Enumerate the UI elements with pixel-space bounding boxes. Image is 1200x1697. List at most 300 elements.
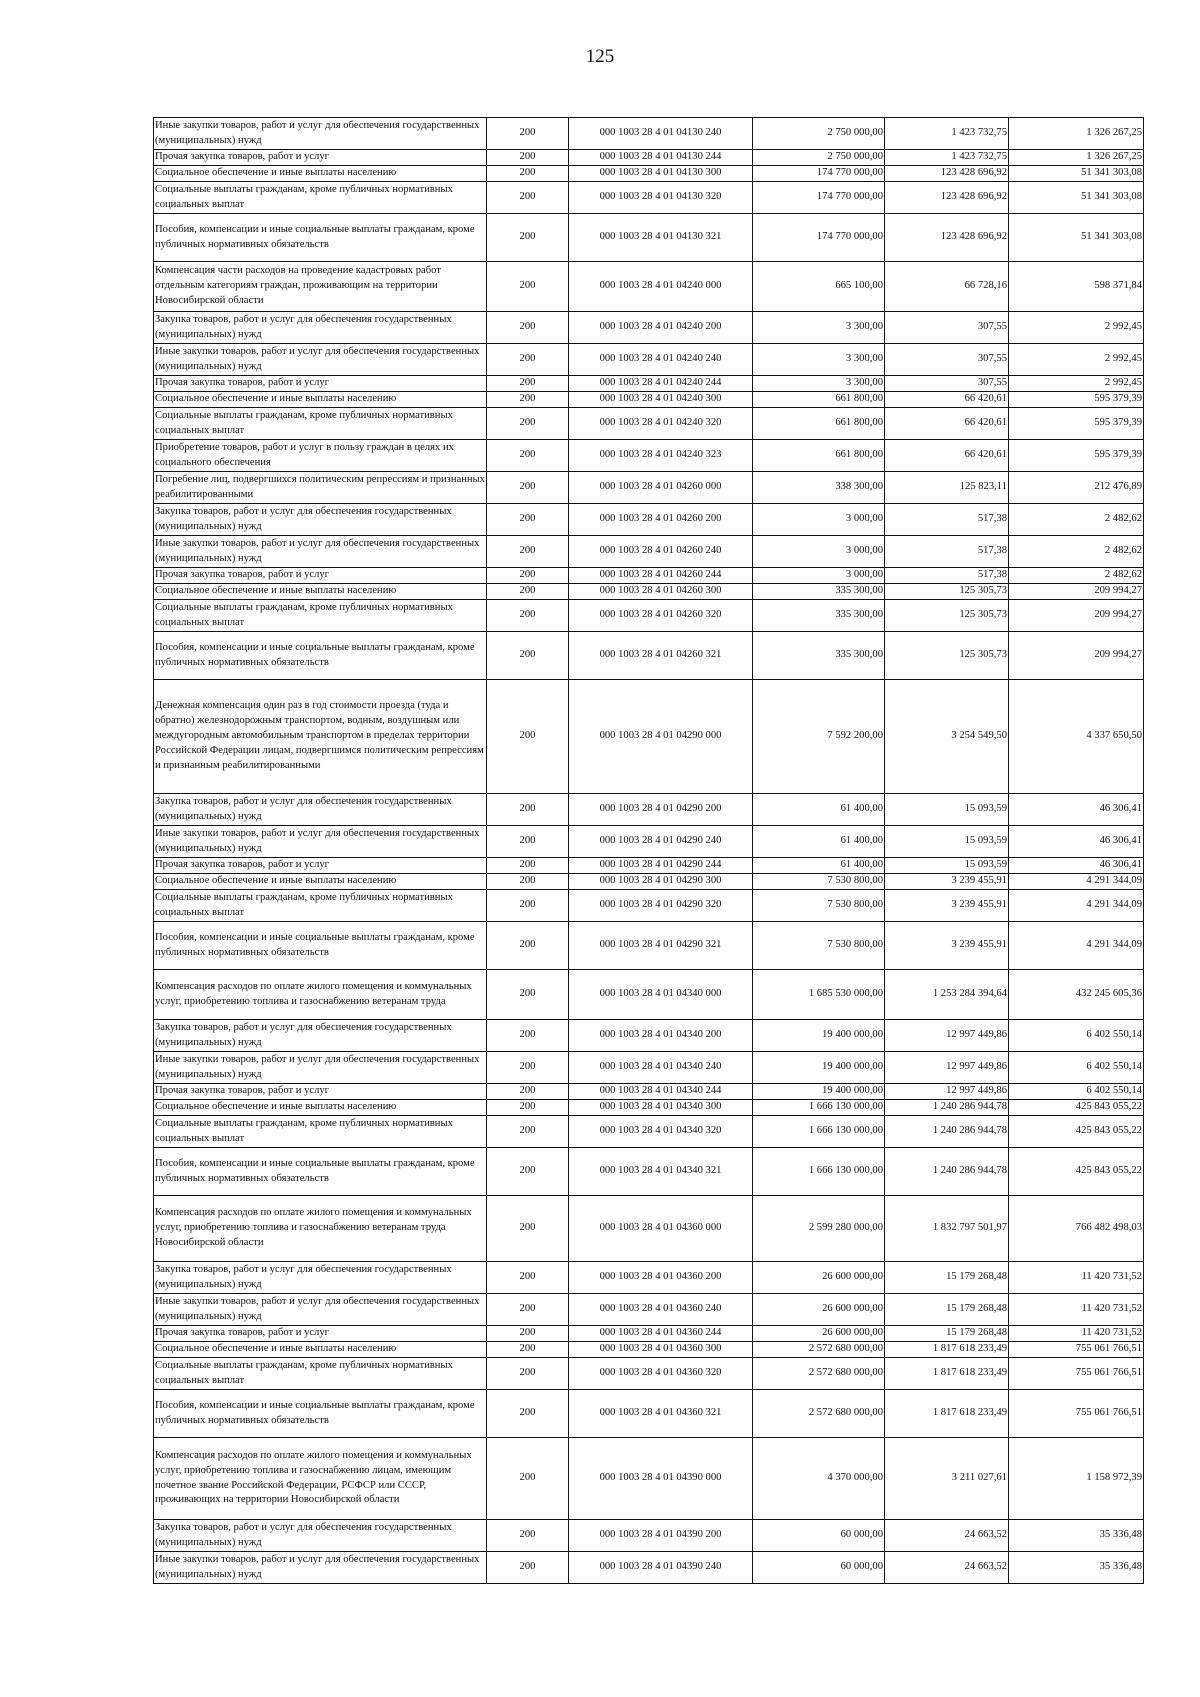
row-remaining-cell: 6 402 550,14 — [1009, 1084, 1144, 1100]
row-approved-cell: 2 750 000,00 — [753, 150, 885, 166]
row-approved-cell: 19 400 000,00 — [753, 1052, 885, 1084]
row-class-cell: 000 1003 28 4 01 04340 240 — [569, 1052, 753, 1084]
row-class-cell: 000 1003 28 4 01 04130 240 — [569, 118, 753, 150]
row-approved-cell: 61 400,00 — [753, 858, 885, 874]
row-name-cell: Прочая закупка товаров, работ и услуг — [154, 1326, 487, 1342]
row-class-cell: 000 1003 28 4 01 04290 320 — [569, 890, 753, 922]
table-body — [154, 118, 1144, 1584]
row-class-cell: 000 1003 28 4 01 04240 240 — [569, 344, 753, 376]
row-approved-cell: 3 300,00 — [753, 376, 885, 392]
row-code-cell: 200 — [487, 1294, 569, 1326]
row-approved-cell: 3 000,00 — [753, 504, 885, 536]
row-class-cell: 000 1003 28 4 01 04260 300 — [569, 584, 753, 600]
table-row — [154, 118, 1144, 150]
row-approved-cell: 2 750 000,00 — [753, 118, 885, 150]
row-name-cell: Социальные выплаты гражданам, кроме публичных нормативных социальных выплат — [154, 408, 487, 440]
row-code-cell: 200 — [487, 1262, 569, 1294]
row-executed-cell: 1 240 286 944,78 — [885, 1148, 1009, 1196]
table-row — [154, 632, 1144, 680]
row-remaining-cell: 209 994,27 — [1009, 632, 1144, 680]
row-class-cell: 000 1003 28 4 01 04260 321 — [569, 632, 753, 680]
row-code-cell: 200 — [487, 632, 569, 680]
table-row — [154, 166, 1144, 182]
row-class-cell: 000 1003 28 4 01 04240 244 — [569, 376, 753, 392]
table-row — [154, 874, 1144, 890]
row-remaining-cell: 212 476,89 — [1009, 472, 1144, 504]
row-executed-cell: 3 211 027,61 — [885, 1438, 1009, 1520]
row-executed-cell: 66 420,61 — [885, 408, 1009, 440]
row-approved-cell: 335 300,00 — [753, 584, 885, 600]
row-approved-cell: 61 400,00 — [753, 826, 885, 858]
row-name-cell: Пособия, компенсации и иные социальные выплаты гражданам, кроме публичных нормативных обязательств — [154, 632, 487, 680]
row-approved-cell: 335 300,00 — [753, 632, 885, 680]
budget-execution-table — [153, 117, 1144, 1584]
row-name-cell: Компенсация расходов по оплате жилого помещения и коммунальных услуг, приобретению топлива и газоснабжению лицам, имеющим почетное звание Российской Федерации, РСФСР или СССР, проживающих на территории Новосибирской области — [154, 1438, 487, 1520]
row-remaining-cell: 1 326 267,25 — [1009, 150, 1144, 166]
row-remaining-cell: 2 482,62 — [1009, 568, 1144, 584]
row-executed-cell: 3 239 455,91 — [885, 922, 1009, 970]
row-approved-cell: 19 400 000,00 — [753, 1084, 885, 1100]
row-approved-cell: 3 300,00 — [753, 344, 885, 376]
row-class-cell: 000 1003 28 4 01 04390 200 — [569, 1520, 753, 1552]
row-executed-cell: 24 663,52 — [885, 1520, 1009, 1552]
row-remaining-cell: 755 061 766,51 — [1009, 1342, 1144, 1358]
row-code-cell: 200 — [487, 504, 569, 536]
row-remaining-cell: 6 402 550,14 — [1009, 1052, 1144, 1084]
row-code-cell: 200 — [487, 1342, 569, 1358]
row-executed-cell: 15 093,59 — [885, 858, 1009, 874]
table-row — [154, 344, 1144, 376]
row-executed-cell: 1 253 284 394,64 — [885, 970, 1009, 1020]
row-code-cell: 200 — [487, 150, 569, 166]
row-class-cell: 000 1003 28 4 01 04130 300 — [569, 166, 753, 182]
row-remaining-cell: 11 420 731,52 — [1009, 1262, 1144, 1294]
row-approved-cell: 174 770 000,00 — [753, 214, 885, 262]
row-code-cell: 200 — [487, 568, 569, 584]
row-code-cell: 200 — [487, 1196, 569, 1262]
row-code-cell: 200 — [487, 312, 569, 344]
table-row — [154, 1358, 1144, 1390]
row-approved-cell: 335 300,00 — [753, 600, 885, 632]
row-code-cell: 200 — [487, 826, 569, 858]
row-approved-cell: 2 572 680 000,00 — [753, 1390, 885, 1438]
row-code-cell: 200 — [487, 874, 569, 890]
row-executed-cell: 1 240 286 944,78 — [885, 1100, 1009, 1116]
row-executed-cell: 24 663,52 — [885, 1552, 1009, 1584]
row-class-cell: 000 1003 28 4 01 04240 000 — [569, 262, 753, 312]
row-remaining-cell: 51 341 303,08 — [1009, 166, 1144, 182]
row-approved-cell: 7 530 800,00 — [753, 922, 885, 970]
row-executed-cell: 15 093,59 — [885, 826, 1009, 858]
row-name-cell: Компенсация расходов по оплате жилого помещения и коммунальных услуг, приобретению топлива и газоснабжению ветеранам труда — [154, 970, 487, 1020]
row-class-cell: 000 1003 28 4 01 04130 320 — [569, 182, 753, 214]
row-approved-cell: 1 685 530 000,00 — [753, 970, 885, 1020]
row-name-cell: Социальные выплаты гражданам, кроме публичных нормативных социальных выплат — [154, 1116, 487, 1148]
row-executed-cell: 125 305,73 — [885, 584, 1009, 600]
table-row — [154, 472, 1144, 504]
row-remaining-cell: 595 379,39 — [1009, 392, 1144, 408]
row-name-cell: Закупка товаров, работ и услуг для обеспечения государственных (муниципальных) нужд — [154, 794, 487, 826]
row-name-cell: Закупка товаров, работ и услуг для обеспечения государственных (муниципальных) нужд — [154, 1520, 487, 1552]
table-row — [154, 794, 1144, 826]
row-remaining-cell: 209 994,27 — [1009, 584, 1144, 600]
row-code-cell: 200 — [487, 970, 569, 1020]
table-row — [154, 1438, 1144, 1520]
row-approved-cell: 3 000,00 — [753, 536, 885, 568]
row-name-cell: Компенсация части расходов на проведение кадастровых работ отдельным категориям граждан, проживающим на территории Новосибирской области — [154, 262, 487, 312]
row-code-cell: 200 — [487, 600, 569, 632]
row-executed-cell: 1 817 618 233,49 — [885, 1390, 1009, 1438]
row-name-cell: Закупка товаров, работ и услуг для обеспечения государственных (муниципальных) нужд — [154, 312, 487, 344]
row-approved-cell: 174 770 000,00 — [753, 166, 885, 182]
row-executed-cell: 1 423 732,75 — [885, 118, 1009, 150]
row-class-cell: 000 1003 28 4 01 04290 200 — [569, 794, 753, 826]
row-code-cell: 200 — [487, 1390, 569, 1438]
row-class-cell: 000 1003 28 4 01 04260 200 — [569, 504, 753, 536]
row-approved-cell: 4 370 000,00 — [753, 1438, 885, 1520]
row-approved-cell: 1 666 130 000,00 — [753, 1148, 885, 1196]
row-name-cell: Иные закупки товаров, работ и услуг для обеспечения государственных (муниципальных) нужд — [154, 1052, 487, 1084]
row-executed-cell: 15 179 268,48 — [885, 1294, 1009, 1326]
row-class-cell: 000 1003 28 4 01 04290 000 — [569, 680, 753, 794]
row-code-cell: 200 — [487, 1552, 569, 1584]
row-code-cell: 200 — [487, 472, 569, 504]
row-code-cell: 200 — [487, 1052, 569, 1084]
row-code-cell: 200 — [487, 166, 569, 182]
row-remaining-cell: 425 843 055,22 — [1009, 1116, 1144, 1148]
row-name-cell: Социальное обеспечение и иные выплаты населению — [154, 1100, 487, 1116]
row-executed-cell: 1 423 732,75 — [885, 150, 1009, 166]
table-row — [154, 392, 1144, 408]
table-row — [154, 408, 1144, 440]
row-approved-cell: 61 400,00 — [753, 794, 885, 826]
row-executed-cell: 15 093,59 — [885, 794, 1009, 826]
row-remaining-cell: 2 482,62 — [1009, 536, 1144, 568]
row-remaining-cell: 11 420 731,52 — [1009, 1294, 1144, 1326]
row-remaining-cell: 209 994,27 — [1009, 600, 1144, 632]
row-name-cell: Пособия, компенсации и иные социальные выплаты гражданам, кроме публичных нормативных обязательств — [154, 214, 487, 262]
row-code-cell: 200 — [487, 392, 569, 408]
row-code-cell: 200 — [487, 1520, 569, 1552]
row-executed-cell: 12 997 449,86 — [885, 1020, 1009, 1052]
row-code-cell: 200 — [487, 890, 569, 922]
row-class-cell: 000 1003 28 4 01 04340 300 — [569, 1100, 753, 1116]
row-remaining-cell: 51 341 303,08 — [1009, 182, 1144, 214]
row-executed-cell: 125 305,73 — [885, 600, 1009, 632]
row-code-cell: 200 — [487, 440, 569, 472]
row-name-cell: Социальные выплаты гражданам, кроме публичных нормативных социальных выплат — [154, 1358, 487, 1390]
table-row — [154, 1342, 1144, 1358]
row-approved-cell: 60 000,00 — [753, 1520, 885, 1552]
row-remaining-cell: 35 336,48 — [1009, 1520, 1144, 1552]
row-approved-cell: 3 000,00 — [753, 568, 885, 584]
row-class-cell: 000 1003 28 4 01 04360 240 — [569, 1294, 753, 1326]
row-class-cell: 000 1003 28 4 01 04290 240 — [569, 826, 753, 858]
row-class-cell: 000 1003 28 4 01 04360 320 — [569, 1358, 753, 1390]
row-approved-cell: 2 572 680 000,00 — [753, 1342, 885, 1358]
row-class-cell: 000 1003 28 4 01 04260 244 — [569, 568, 753, 584]
row-remaining-cell: 46 306,41 — [1009, 858, 1144, 874]
table-row — [154, 504, 1144, 536]
row-name-cell: Прочая закупка товаров, работ и услуг — [154, 1084, 487, 1100]
row-name-cell: Иные закупки товаров, работ и услуг для обеспечения государственных (муниципальных) нужд — [154, 536, 487, 568]
row-remaining-cell: 1 326 267,25 — [1009, 118, 1144, 150]
row-remaining-cell: 2 992,45 — [1009, 312, 1144, 344]
row-remaining-cell: 35 336,48 — [1009, 1552, 1144, 1584]
table-row — [154, 1552, 1144, 1584]
table-row — [154, 1020, 1144, 1052]
row-class-cell: 000 1003 28 4 01 04290 244 — [569, 858, 753, 874]
row-code-cell: 200 — [487, 680, 569, 794]
table-row — [154, 1390, 1144, 1438]
row-code-cell: 200 — [487, 584, 569, 600]
row-name-cell: Социальные выплаты гражданам, кроме публичных нормативных социальных выплат — [154, 890, 487, 922]
row-name-cell: Закупка товаров, работ и услуг для обеспечения государственных (муниципальных) нужд — [154, 1020, 487, 1052]
row-remaining-cell: 4 291 344,09 — [1009, 890, 1144, 922]
row-executed-cell: 307,55 — [885, 344, 1009, 376]
row-name-cell: Пособия, компенсации и иные социальные выплаты гражданам, кроме публичных нормативных обязательств — [154, 1390, 487, 1438]
row-name-cell: Прочая закупка товаров, работ и услуг — [154, 568, 487, 584]
row-name-cell: Социальное обеспечение и иные выплаты населению — [154, 874, 487, 890]
row-remaining-cell: 425 843 055,22 — [1009, 1100, 1144, 1116]
table-row — [154, 1116, 1144, 1148]
row-approved-cell: 26 600 000,00 — [753, 1262, 885, 1294]
table-row — [154, 1262, 1144, 1294]
row-class-cell: 000 1003 28 4 01 04340 000 — [569, 970, 753, 1020]
table-row — [154, 1148, 1144, 1196]
row-remaining-cell: 2 482,62 — [1009, 504, 1144, 536]
row-class-cell: 000 1003 28 4 01 04240 323 — [569, 440, 753, 472]
row-executed-cell: 307,55 — [885, 312, 1009, 344]
row-approved-cell: 661 800,00 — [753, 392, 885, 408]
row-name-cell: Социальные выплаты гражданам, кроме публичных нормативных социальных выплат — [154, 600, 487, 632]
row-code-cell: 200 — [487, 118, 569, 150]
row-executed-cell: 66 728,16 — [885, 262, 1009, 312]
row-name-cell: Денежная компенсация один раз в год стоимости проезда (туда и обратно) железнодорожным транспортом, водным, воздушным или междугородным автомобильным транспортом в пределах территории Российской Федерации лицам, подвергшимся политическим репрессиям и признанным реабилитированными — [154, 680, 487, 794]
row-executed-cell: 125 305,73 — [885, 632, 1009, 680]
row-class-cell: 000 1003 28 4 01 04130 321 — [569, 214, 753, 262]
table-row — [154, 1052, 1144, 1084]
row-code-cell: 200 — [487, 1358, 569, 1390]
row-name-cell: Компенсация расходов по оплате жилого помещения и коммунальных услуг, приобретению топлива и газоснабжению ветеранам труда Новосибирской области — [154, 1196, 487, 1262]
table-row — [154, 858, 1144, 874]
row-approved-cell: 665 100,00 — [753, 262, 885, 312]
row-code-cell: 200 — [487, 794, 569, 826]
row-class-cell: 000 1003 28 4 01 04240 320 — [569, 408, 753, 440]
row-name-cell: Иные закупки товаров, работ и услуг для обеспечения государственных (муниципальных) нужд — [154, 344, 487, 376]
row-remaining-cell: 2 992,45 — [1009, 376, 1144, 392]
row-class-cell: 000 1003 28 4 01 04260 240 — [569, 536, 753, 568]
row-remaining-cell: 46 306,41 — [1009, 794, 1144, 826]
row-class-cell: 000 1003 28 4 01 04360 200 — [569, 1262, 753, 1294]
row-name-cell: Социальное обеспечение и иные выплаты населению — [154, 392, 487, 408]
row-executed-cell: 517,38 — [885, 504, 1009, 536]
row-executed-cell: 3 254 549,50 — [885, 680, 1009, 794]
row-name-cell: Иные закупки товаров, работ и услуг для обеспечения государственных (муниципальных) нужд — [154, 118, 487, 150]
row-remaining-cell: 4 291 344,09 — [1009, 922, 1144, 970]
row-approved-cell: 26 600 000,00 — [753, 1294, 885, 1326]
row-class-cell: 000 1003 28 4 01 04340 321 — [569, 1148, 753, 1196]
row-code-cell: 200 — [487, 1084, 569, 1100]
row-class-cell: 000 1003 28 4 01 04340 244 — [569, 1084, 753, 1100]
row-remaining-cell: 1 158 972,39 — [1009, 1438, 1144, 1520]
row-code-cell: 200 — [487, 262, 569, 312]
table-row — [154, 600, 1144, 632]
row-code-cell: 200 — [487, 1116, 569, 1148]
row-name-cell: Социальное обеспечение и иные выплаты населению — [154, 166, 487, 182]
row-code-cell: 200 — [487, 214, 569, 262]
table-row — [154, 150, 1144, 166]
table-row — [154, 182, 1144, 214]
table-row — [154, 890, 1144, 922]
row-executed-cell: 123 428 696,92 — [885, 214, 1009, 262]
table-row — [154, 214, 1144, 262]
table-row — [154, 680, 1144, 794]
row-executed-cell: 15 179 268,48 — [885, 1262, 1009, 1294]
row-name-cell: Погребение лиц, подвергшихся политическим репрессиям и признанных реабилитированными — [154, 472, 487, 504]
table-row — [154, 584, 1144, 600]
row-executed-cell: 66 420,61 — [885, 392, 1009, 408]
table-row — [154, 568, 1144, 584]
row-name-cell: Иные закупки товаров, работ и услуг для обеспечения государственных (муниципальных) нужд — [154, 1294, 487, 1326]
row-name-cell: Прочая закупка товаров, работ и услуг — [154, 376, 487, 392]
row-code-cell: 200 — [487, 1148, 569, 1196]
row-approved-cell: 19 400 000,00 — [753, 1020, 885, 1052]
row-approved-cell: 26 600 000,00 — [753, 1326, 885, 1342]
row-remaining-cell: 595 379,39 — [1009, 408, 1144, 440]
table-row — [154, 440, 1144, 472]
table-row — [154, 922, 1144, 970]
row-approved-cell: 661 800,00 — [753, 408, 885, 440]
row-executed-cell: 3 239 455,91 — [885, 890, 1009, 922]
row-class-cell: 000 1003 28 4 01 04340 320 — [569, 1116, 753, 1148]
row-remaining-cell: 425 843 055,22 — [1009, 1148, 1144, 1196]
row-approved-cell: 1 666 130 000,00 — [753, 1100, 885, 1116]
row-executed-cell: 1 817 618 233,49 — [885, 1342, 1009, 1358]
row-class-cell: 000 1003 28 4 01 04260 320 — [569, 600, 753, 632]
row-remaining-cell: 432 245 605,36 — [1009, 970, 1144, 1020]
row-approved-cell: 7 592 200,00 — [753, 680, 885, 794]
table-row — [154, 970, 1144, 1020]
row-name-cell: Иные закупки товаров, работ и услуг для обеспечения государственных (муниципальных) нужд — [154, 1552, 487, 1584]
row-approved-cell: 7 530 800,00 — [753, 890, 885, 922]
row-name-cell: Иные закупки товаров, работ и услуг для обеспечения государственных (муниципальных) нужд — [154, 826, 487, 858]
row-approved-cell: 661 800,00 — [753, 440, 885, 472]
row-approved-cell: 3 300,00 — [753, 312, 885, 344]
row-name-cell: Социальное обеспечение и иные выплаты населению — [154, 1342, 487, 1358]
row-class-cell: 000 1003 28 4 01 04290 300 — [569, 874, 753, 890]
row-remaining-cell: 598 371,84 — [1009, 262, 1144, 312]
row-name-cell: Прочая закупка товаров, работ и услуг — [154, 150, 487, 166]
row-class-cell: 000 1003 28 4 01 04390 240 — [569, 1552, 753, 1584]
row-code-cell: 200 — [487, 344, 569, 376]
table-row — [154, 1100, 1144, 1116]
row-name-cell: Социальные выплаты гражданам, кроме публичных нормативных социальных выплат — [154, 182, 487, 214]
row-name-cell: Прочая закупка товаров, работ и услуг — [154, 858, 487, 874]
row-class-cell: 000 1003 28 4 01 04260 000 — [569, 472, 753, 504]
row-executed-cell: 123 428 696,92 — [885, 182, 1009, 214]
row-executed-cell: 517,38 — [885, 536, 1009, 568]
table-row — [154, 312, 1144, 344]
table-row — [154, 1294, 1144, 1326]
row-approved-cell: 60 000,00 — [753, 1552, 885, 1584]
row-name-cell: Приобретение товаров, работ и услуг в пользу граждан в целях их социального обеспечения — [154, 440, 487, 472]
row-name-cell: Пособия, компенсации и иные социальные выплаты гражданам, кроме публичных нормативных обязательств — [154, 922, 487, 970]
row-code-cell: 200 — [487, 1326, 569, 1342]
row-code-cell: 200 — [487, 536, 569, 568]
row-class-cell: 000 1003 28 4 01 04360 000 — [569, 1196, 753, 1262]
page-number: 125 — [585, 46, 615, 67]
row-code-cell: 200 — [487, 182, 569, 214]
row-remaining-cell: 755 061 766,51 — [1009, 1390, 1144, 1438]
row-executed-cell: 15 179 268,48 — [885, 1326, 1009, 1342]
table-row — [154, 1084, 1144, 1100]
row-executed-cell: 517,38 — [885, 568, 1009, 584]
row-executed-cell: 12 997 449,86 — [885, 1052, 1009, 1084]
table-row — [154, 1520, 1144, 1552]
row-class-cell: 000 1003 28 4 01 04240 300 — [569, 392, 753, 408]
row-executed-cell: 125 823,11 — [885, 472, 1009, 504]
row-code-cell: 200 — [487, 1020, 569, 1052]
row-class-cell: 000 1003 28 4 01 04340 200 — [569, 1020, 753, 1052]
row-approved-cell: 2 572 680 000,00 — [753, 1358, 885, 1390]
row-name-cell: Закупка товаров, работ и услуг для обеспечения государственных (муниципальных) нужд — [154, 1262, 487, 1294]
row-name-cell: Социальное обеспечение и иные выплаты населению — [154, 584, 487, 600]
table-row — [154, 536, 1144, 568]
table-row — [154, 376, 1144, 392]
table-row — [154, 1196, 1144, 1262]
row-class-cell: 000 1003 28 4 01 04130 244 — [569, 150, 753, 166]
row-remaining-cell: 755 061 766,51 — [1009, 1358, 1144, 1390]
row-code-cell: 200 — [487, 408, 569, 440]
row-class-cell: 000 1003 28 4 01 04390 000 — [569, 1438, 753, 1520]
table-row — [154, 1326, 1144, 1342]
row-code-cell: 200 — [487, 376, 569, 392]
row-remaining-cell: 46 306,41 — [1009, 826, 1144, 858]
row-executed-cell: 66 420,61 — [885, 440, 1009, 472]
row-executed-cell: 3 239 455,91 — [885, 874, 1009, 890]
row-approved-cell: 174 770 000,00 — [753, 182, 885, 214]
row-remaining-cell: 51 341 303,08 — [1009, 214, 1144, 262]
row-code-cell: 200 — [487, 1100, 569, 1116]
row-name-cell: Пособия, компенсации и иные социальные выплаты гражданам, кроме публичных нормативных обязательств — [154, 1148, 487, 1196]
row-remaining-cell: 11 420 731,52 — [1009, 1326, 1144, 1342]
row-executed-cell: 1 817 618 233,49 — [885, 1358, 1009, 1390]
row-class-cell: 000 1003 28 4 01 04290 321 — [569, 922, 753, 970]
table-row — [154, 826, 1144, 858]
row-approved-cell: 1 666 130 000,00 — [753, 1116, 885, 1148]
row-remaining-cell: 595 379,39 — [1009, 440, 1144, 472]
row-remaining-cell: 4 337 650,50 — [1009, 680, 1144, 794]
row-approved-cell: 338 300,00 — [753, 472, 885, 504]
row-code-cell: 200 — [487, 858, 569, 874]
row-class-cell: 000 1003 28 4 01 04360 300 — [569, 1342, 753, 1358]
row-class-cell: 000 1003 28 4 01 04360 244 — [569, 1326, 753, 1342]
row-remaining-cell: 4 291 344,09 — [1009, 874, 1144, 890]
row-executed-cell: 1 832 797 501,97 — [885, 1196, 1009, 1262]
row-executed-cell: 1 240 286 944,78 — [885, 1116, 1009, 1148]
table-row — [154, 262, 1144, 312]
row-approved-cell: 2 599 280 000,00 — [753, 1196, 885, 1262]
row-code-cell: 200 — [487, 1438, 569, 1520]
row-remaining-cell: 2 992,45 — [1009, 344, 1144, 376]
row-executed-cell: 307,55 — [885, 376, 1009, 392]
row-executed-cell: 12 997 449,86 — [885, 1084, 1009, 1100]
row-class-cell: 000 1003 28 4 01 04360 321 — [569, 1390, 753, 1438]
row-class-cell: 000 1003 28 4 01 04240 200 — [569, 312, 753, 344]
row-name-cell: Закупка товаров, работ и услуг для обеспечения государственных (муниципальных) нужд — [154, 504, 487, 536]
row-code-cell: 200 — [487, 922, 569, 970]
